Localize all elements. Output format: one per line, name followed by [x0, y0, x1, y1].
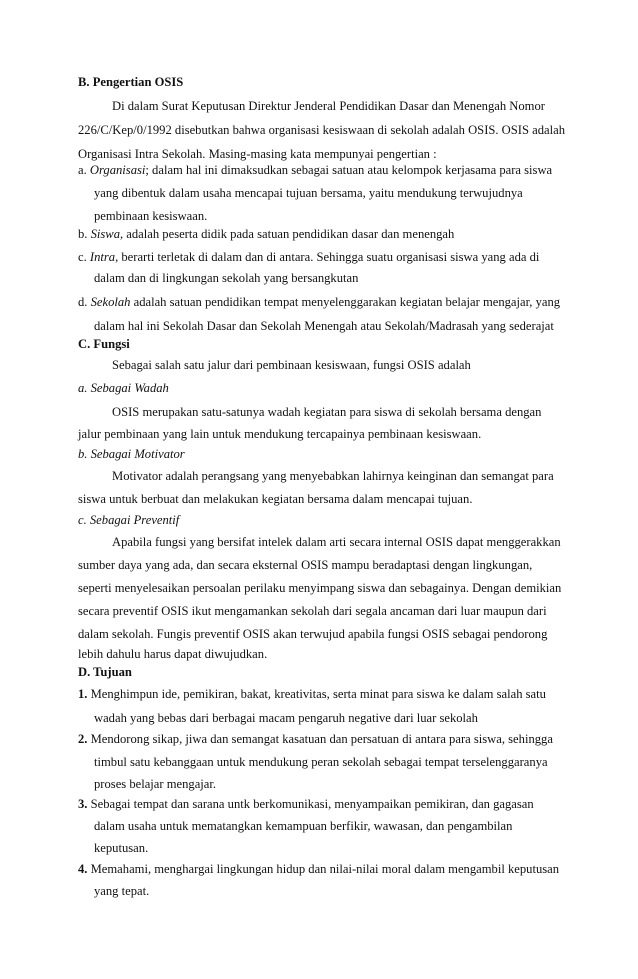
- paragraph-line: Organisasi Intra Sekolah. Masing-masing kata mempunyai pengertian :: [78, 147, 437, 161]
- paragraph-line: OSIS merupakan satu-satunya wadah kegiatan para siswa di sekolah bersama dengan: [112, 405, 542, 419]
- list-term: Organisasi: [89, 163, 146, 177]
- list-prefix: d.: [78, 295, 91, 309]
- list-item-continuation: pembinaan kesiswaan.: [94, 209, 208, 223]
- numbered-item-continuation: keputusan.: [94, 841, 149, 855]
- item-text: Mendorong sikap, jiwa dan semangat kasatuan dan persatuan di antara para siswa, sehingga: [87, 732, 553, 746]
- list-prefix: c.: [78, 250, 90, 264]
- numbered-item-continuation: proses belajar mengajar.: [94, 777, 217, 791]
- list-text: adalah satuan pendidikan tempat menyelenggarakan kegiatan belajar mengajar, yang: [130, 295, 561, 309]
- numbered-item-continuation: wadah yang bebas dari berbagai macam pengaruh negative dari luar sekolah: [94, 711, 478, 725]
- paragraph-line: Di dalam Surat Keputusan Direktur Jenderal Pendidikan Dasar dan Menengah Nomor: [112, 99, 545, 113]
- item-text: Menghimpun ide, pemikiran, bakat, kreativitas, serta minat para siswa ke dalam salah satu: [87, 687, 546, 701]
- list-prefix: b.: [78, 227, 91, 241]
- numbered-item: [78, 796, 534, 812]
- list-text: ; dalam hal ini dimaksudkan sebagai satuan atau kelompok kerjasama para siswa: [145, 163, 553, 177]
- list-item-continuation: dalam dan di lingkungan sekolah yang bersangkutan: [94, 271, 359, 285]
- list-item-continuation: yang dibentuk dalam usaha mencapai tujuan bersama, yaitu mendukung terwujudnya: [94, 186, 523, 200]
- paragraph-line: secara preventif OSIS ikut mengamankan sekolah dari segala ancaman dari luar maupun dari: [78, 604, 547, 618]
- numbered-item: [78, 861, 559, 877]
- paragraph-line: 226/C/Kep/0/1992 disebutkan bahwa organisasi kesiswaan di sekolah adalah OSIS. OSIS adalah: [78, 123, 565, 137]
- numbered-item-continuation: dalam usaha untuk mematangkan kemampuan berfikir, wawasan, dan pengambilan: [94, 819, 513, 833]
- paragraph-line: Motivator adalah perangsang yang menyebabkan lahirnya keinginan dan semangat para: [112, 469, 554, 483]
- paragraph-line: dalam sekolah. Fungis preventif OSIS akan terwujud apabila fungsi OSIS sebagai pendorong: [78, 627, 548, 641]
- paragraph-line: seperti menyelesaikan persoalan perilaku menyimpang siswa dan sebagainya. Dengan demikian: [78, 581, 562, 595]
- subsection-title: a. Sebagai Wadah: [78, 381, 169, 395]
- paragraph-line: lebih dahulu harus dapat diwujudkan.: [78, 647, 268, 661]
- item-number: 3.: [78, 797, 88, 811]
- subsection-title: b. Sebagai Motivator: [78, 447, 185, 461]
- list-item: [78, 294, 560, 310]
- list-prefix: a.: [78, 163, 90, 177]
- list-item-continuation: dalam hal ini Sekolah Dasar dan Sekolah Menengah atau Sekolah/Madrasah yang sederajat: [94, 319, 554, 333]
- item-text: Sebagai tempat dan sarana untk berkomunikasi, menyampaikan pemikiran, dan gagasan: [87, 797, 534, 811]
- section-d-heading: D. Tujuan: [78, 665, 132, 679]
- list-term: Intra: [89, 250, 116, 264]
- section-c-heading: C. Fungsi: [78, 337, 130, 351]
- paragraph-line: jalur pembinaan yang lain untuk mendukung tercapainya pembinaan kesiswaan.: [78, 427, 482, 441]
- list-item: [78, 226, 454, 242]
- item-number: 4.: [78, 862, 88, 876]
- list-text: , berarti terletak di dalam dan di antara. Sehingga suatu organisasi siswa yang ada di: [115, 250, 540, 264]
- paragraph-line: Sebagai salah satu jalur dari pembinaan kesiswaan, fungsi OSIS adalah: [112, 358, 471, 372]
- paragraph-line: Apabila fungsi yang bersifat intelek dalam arti secara internal OSIS dapat menggerakkan: [112, 535, 561, 549]
- list-term: Sekolah: [90, 295, 131, 309]
- numbered-item-continuation: yang tepat.: [94, 884, 150, 898]
- item-number: 1.: [78, 687, 88, 701]
- paragraph-line: sumber daya yang ada, dan secara eksternal OSIS mampu beradaptasi dengan lingkungan,: [78, 558, 533, 572]
- item-number: 2.: [78, 732, 88, 746]
- numbered-item: [78, 731, 553, 747]
- numbered-item-continuation: timbul satu kebanggaan untuk mendukung peran sekolah sebagai tempat terselenggaranya: [94, 755, 548, 769]
- list-term: Siswa: [90, 227, 120, 241]
- numbered-item: [78, 686, 546, 702]
- subsection-title: c. Sebagai Preventif: [78, 513, 180, 527]
- list-item: [78, 162, 552, 178]
- list-item: [78, 249, 539, 265]
- item-text: Memahami, menghargai lingkungan hidup dan nilai-nilai moral dalam mengambil keputusan: [87, 862, 560, 876]
- paragraph-line: siswa untuk berbuat dan melakukan kegiatan bersama dalam mencapai tujuan.: [78, 492, 473, 506]
- list-text: , adalah peserta didik pada satuan pendidikan dasar dan menengah: [120, 227, 455, 241]
- section-b-heading: B. Pengertian OSIS: [78, 75, 184, 89]
